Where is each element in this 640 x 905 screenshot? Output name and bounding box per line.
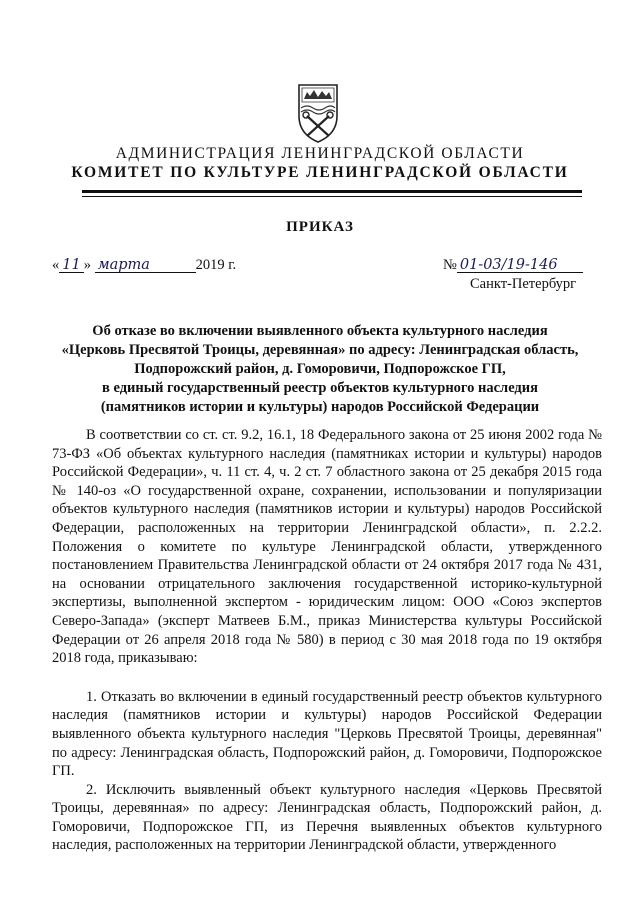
document-body: [52, 426, 602, 855]
date-day: 11: [59, 258, 83, 273]
title-line: в единый государственный реестр объектов культурного наследия: [102, 380, 538, 396]
title-line: (памятников истории и культуры) народов Российской Федерации: [100, 399, 540, 415]
order-item-2: 2. Исключить выявленный объект культурного наследия «Церковь Пресвятой Троицы, деревянная» по адресу: Ленинградская область, Подпорожский район, д. Гоморовичи, Подпорожское ГП, из Перечня выявленных объектов культурного наследия, расположенных на территории Ленинградской области, утвержденного: [52, 781, 602, 854]
order-item-1: 1. Отказать во включении в единый государственный реестр объектов культурного наследия (памятников истории и культуры) народов Российской Федерации выявленного объекта культурного наследия "Церковь Пресвятой Троицы, деревянная" по адресу: Ленинградская область, Подпорожский район, д. Гоморовичи, Подпорожское ГП.: [52, 688, 602, 780]
order-date: [52, 257, 236, 274]
header-divider-thick: [82, 190, 582, 193]
date-open-quote: «: [52, 257, 60, 273]
date-year: 2019 г.: [195, 257, 237, 273]
date-month: марта: [95, 258, 196, 273]
document-type: ПРИКАЗ: [286, 219, 354, 235]
place-of-issue: Санкт-Петербург: [470, 276, 577, 292]
organization-name: АДМИНИСТРАЦИЯ ЛЕНИНГРАДСКОЙ ОБЛАСТИ: [115, 145, 525, 162]
title-line: Подпорожский район, д. Гоморовичи, Подпорожское ГП,: [134, 361, 506, 377]
date-close-quote: »: [83, 257, 91, 273]
title-line: «Церковь Пресвятой Троицы, деревянная» по адресу: Ленинградская область,: [61, 342, 579, 358]
committee-name: КОМИТЕТ ПО КУЛЬТУРЕ ЛЕНИНГРАДСКОЙ ОБЛАСТИ: [71, 164, 569, 181]
order-number: [443, 257, 583, 274]
document-title: [40, 322, 600, 417]
title-line: Об отказе во включении выявленного объекта культурного наследия: [92, 323, 548, 339]
number-value: 01-03/19-146: [457, 258, 583, 273]
number-sign: №: [443, 257, 457, 273]
coat-of-arms-icon: [293, 82, 343, 144]
header-divider-thin: [82, 196, 582, 197]
preamble-paragraph: В соответствии со ст. ст. 9.2, 16.1, 18 Федерального закона от 25 июня 2002 года № 73-ФЗ «Об объектах культурного наследия (памятниках истории и культуры) народов Российской Федерации», ч. 11 ст. 4, ч. 2 ст. 7 областного закона от 25 декабря 2015 года № 140-оз «О государственной охране, сохранении, использовании и популяризации объектов культурного наследия (памятников истории и культуры) народов Российской Федерации, расположенных на территории Ленинградской области», п. 2.2.2. Положения о комитете по культуре Ленинградской области, утвержденного постановлением Правительства Ленинградской области от 24 октября 2017 года № 431, на основании отрицательного заключения государственной историко-культурной экспертизы, выполненной экспертом - юридическим лицом: ООО «Союз экспертов Северо-Запада» (эксперт Матвеев Б.М., приказ Министерства культуры Российской Федерации от 26 апреля 2018 года № 580) в период с 30 мая 2018 года по 19 октября 2018 года, приказываю:: [52, 427, 602, 667]
